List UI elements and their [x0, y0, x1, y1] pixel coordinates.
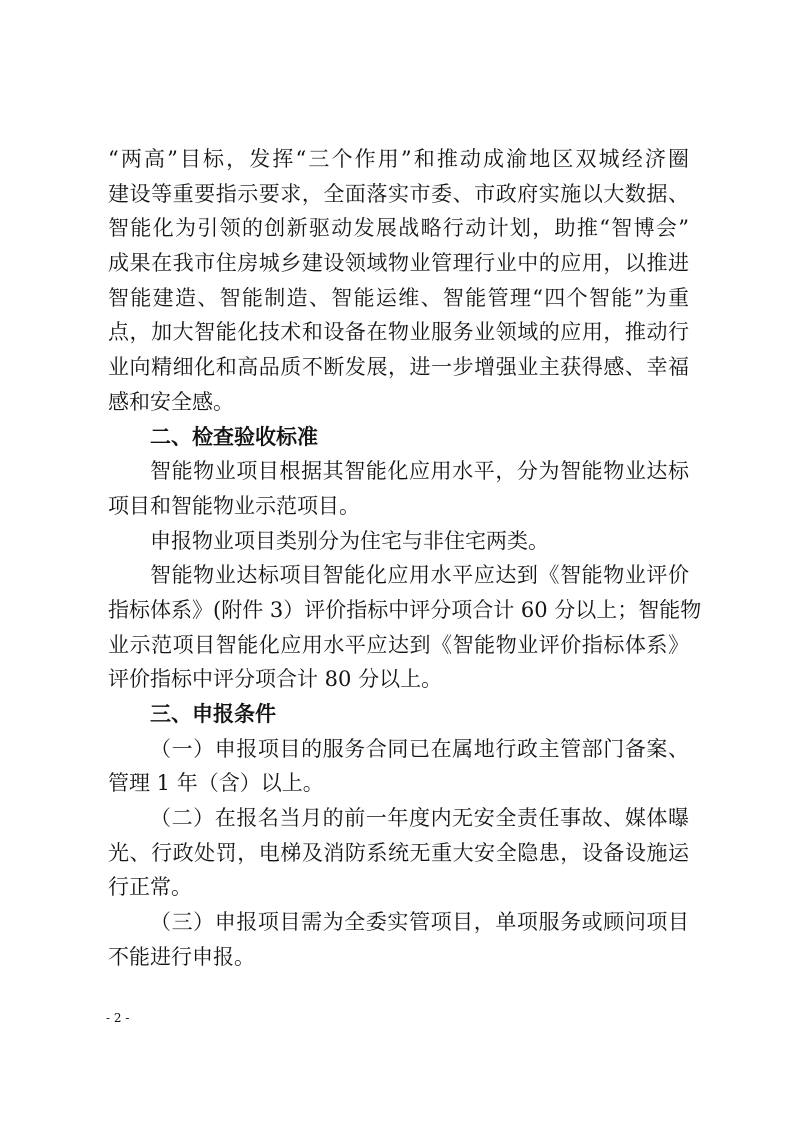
body-line: 智能物业项目根据其智能化应用水平，分为智能物业达标: [150, 459, 689, 484]
body-line: 建设等重要指示要求，全面落实市委、市政府实施以大数据、: [108, 181, 689, 206]
body-line: 智能物业达标项目智能化应用水平应达到《智能物业评价: [150, 563, 689, 588]
body-line: （二）在报名当月的前一年度内无安全责任事故、媒体曝: [150, 806, 689, 831]
body-line: 成果在我市住房城乡建设领域物业管理行业中的应用，以推进: [108, 251, 689, 276]
body-line: 不能进行申报。: [108, 944, 255, 969]
paragraph-condition-3: [108, 905, 689, 974]
section-heading-inspection-standards: 二、检查验收标准: [150, 424, 318, 449]
body-line: 申报物业项目类别分为住宅与非住宅两类。: [150, 528, 549, 553]
paragraph-condition-2: [108, 801, 689, 905]
paragraph-goals: [108, 142, 689, 420]
body-line: 业向精细化和高品质不断发展，进一步增强业主获得感、幸福: [108, 355, 689, 380]
body-line: 指标体系》(附件 3）评价指标中评分项合计 60 分以上；智能物: [108, 597, 702, 622]
section-heading-application-conditions: 三、申报条件: [150, 702, 276, 726]
paragraph-score-requirements: [108, 558, 702, 697]
body-line: 光、行政处罚，电梯及消防系统无重大安全隐患，设备设施运: [108, 840, 689, 865]
body-line: （一）申报项目的服务合同已在属地行政主管部门备案、: [150, 736, 689, 761]
body-line: 评价指标中评分项合计 80 分以上。: [108, 667, 443, 692]
page-number: - 2 -: [106, 1011, 130, 1025]
body-line: 感和安全感。: [108, 389, 234, 414]
body-line: 管理 1 年（含）以上。: [108, 771, 324, 796]
document-body: [108, 142, 702, 975]
body-line: 智能化为引领的创新驱动发展战略行动计划，助推“智博会”: [108, 216, 689, 241]
body-line: 业示范项目智能化应用水平应达到《智能物业评价指标体系》: [108, 632, 689, 657]
body-line: 智能建造、智能制造、智能运维、智能管理“四个智能”为重: [108, 285, 689, 310]
body-line: 行正常。: [108, 875, 192, 900]
paragraph-project-levels: [108, 454, 689, 523]
paragraph-project-categories: [108, 524, 689, 559]
paragraph-condition-1: [108, 732, 689, 801]
body-line: （三）申报项目需为全委实管项目，单项服务或顾问项目: [150, 910, 689, 935]
body-line: 项目和智能物业示范项目。: [108, 493, 360, 518]
body-line: 点，加大智能化技术和设备在物业服务业领域的应用，推动行: [108, 320, 689, 345]
body-line: “两高”目标，发挥“三个作用”和推动成渝地区双城经济圈: [108, 147, 689, 171]
